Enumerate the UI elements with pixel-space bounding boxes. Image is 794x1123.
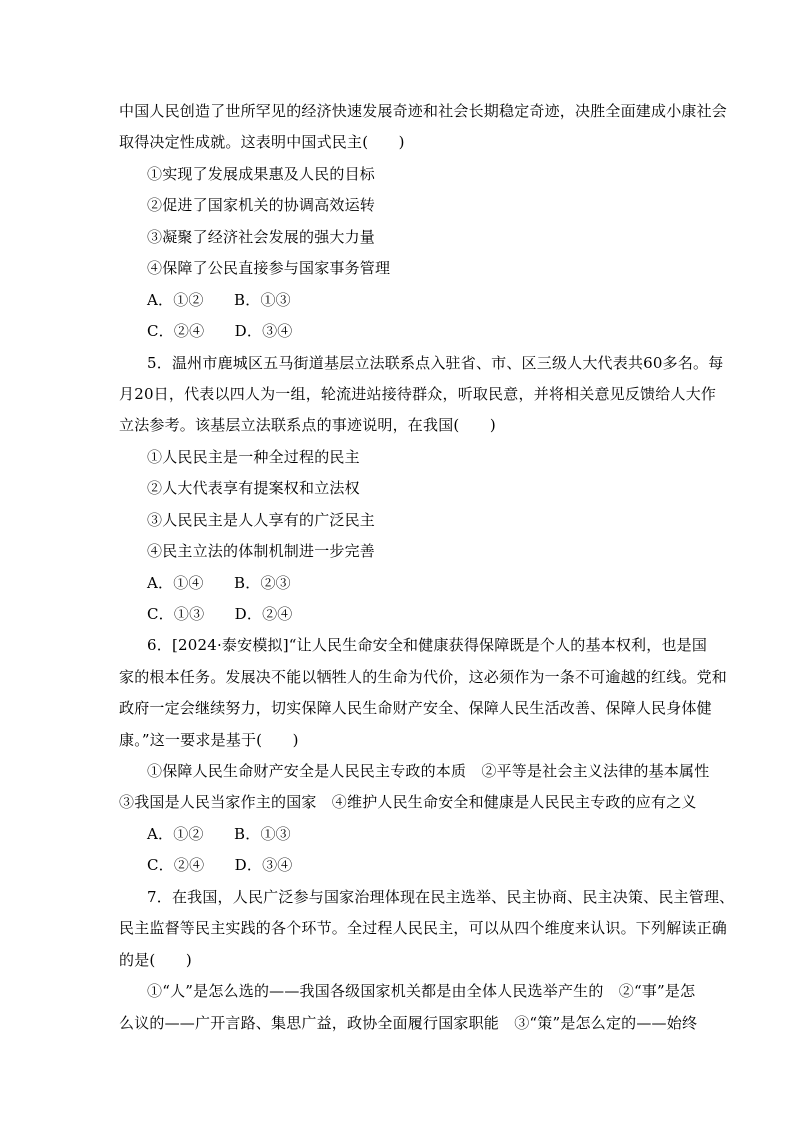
option-line: 么议的——广开言路、集思广益，政协全面履行国家职能 ③“策”是怎么定的——始终	[119, 1014, 698, 1032]
option-line: ①“人”是怎么选的——我国各级国家机关都是由全体人民选举产生的 ②“事”是怎	[147, 982, 696, 1000]
text-line: 民主监督等民主实践的各个环节。全过程人民民主，可以从四个维度来认识。下列解读正确	[119, 919, 728, 937]
answer-choices: C．②④ D．③④	[147, 322, 293, 340]
answer-choices: A．①④ B．②③	[147, 574, 291, 592]
question-5-text: 5．温州市鹿城区五马街道基层立法联系点入驻省、市、区三级人大代表共60多名。每	[147, 354, 724, 372]
text-line: 政府一定会继续努力，切实保障人民生命财产安全、保障人民生活改善、保障人民身体健	[119, 699, 712, 717]
question-6-text: 6．[2024·泰安模拟]“让人民生命安全和健康获得保障既是个人的基本权利，也是国	[147, 636, 708, 654]
option-line: ③凝聚了经济社会发展的强大力量	[147, 228, 376, 246]
answer-choices: A．①② B．①③	[147, 825, 291, 843]
answer-choices: A．①② B．①③	[147, 291, 291, 309]
text-line: 康。”这一要求是基于( )	[119, 731, 299, 749]
text-line: 取得决定性成就。这表明中国式民主( )	[119, 133, 405, 151]
option-line: ③人民民主是人人享有的广泛民主	[147, 511, 376, 529]
text-line: 月20日，代表以四人为一组，轮流进站接待群众，听取民意，并将相关意见反馈给人大作	[119, 385, 717, 403]
text-line: 中国人民创造了世所罕见的经济快速发展奇迹和社会长期稳定奇迹，决胜全面建成小康社会	[119, 102, 728, 120]
question-7-text: 7．在我国，人民广泛参与国家治理体现在民主选举、民主协商、民主决策、民主管理、	[147, 888, 735, 906]
option-line: ④民主立法的体制机制进一步完善	[147, 542, 376, 560]
answer-choices: C．②④ D．③④	[147, 856, 293, 874]
text-line: 的是( )	[119, 951, 192, 969]
option-line: ②人大代表享有提案权和立法权	[147, 479, 360, 497]
option-line: ④保障了公民直接参与国家事务管理	[147, 259, 391, 277]
answer-choices: C．①③ D．②④	[147, 605, 293, 623]
text-line: 家的根本任务。发展决不能以牺牲人的生命为代价，这必须作为一条不可逾越的红线。党和	[119, 668, 728, 686]
option-line: ①人民民主是一种全过程的民主	[147, 448, 360, 466]
text-line: 立法参考。该基层立法联系点的事迹说明，在我国( )	[119, 416, 496, 434]
option-line: ②促进了国家机关的协调高效运转	[147, 196, 376, 214]
option-line: ①实现了发展成果惠及人民的目标	[147, 165, 376, 183]
option-line: ③我国是人民当家作主的国家 ④维护人民生命安全和健康是人民民主专政的应有之义	[119, 793, 697, 811]
option-line: ①保障人民生命财产安全是人民民主专政的本质 ②平等是社会主义法律的基本属性	[147, 762, 710, 780]
